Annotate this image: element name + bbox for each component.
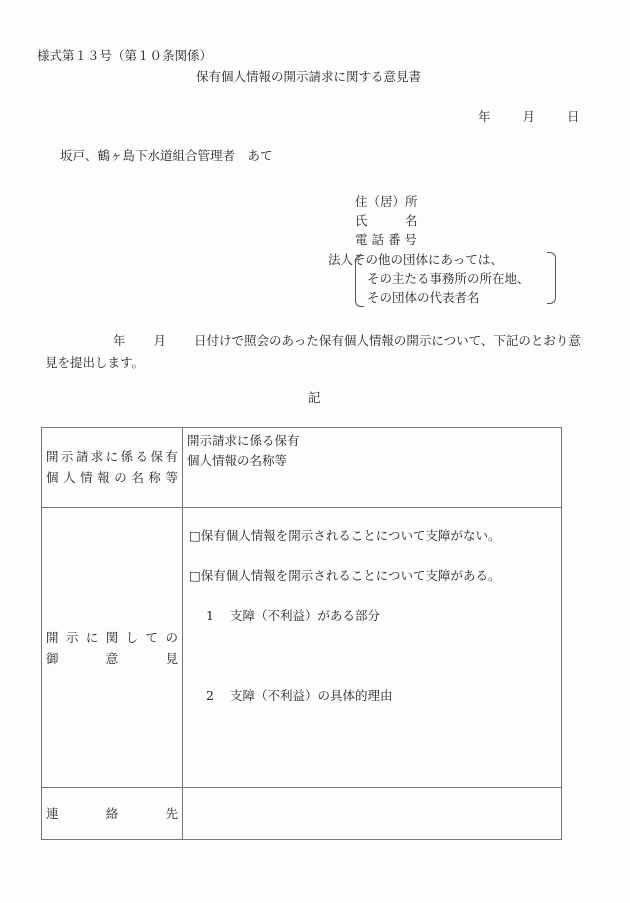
label-line: 御 意 見 xyxy=(46,650,178,666)
contact-field[interactable] xyxy=(183,788,562,840)
table-row-opinion xyxy=(42,508,562,788)
date-day: 日 xyxy=(567,109,580,124)
corp-prefix: 法人 xyxy=(328,252,354,267)
corp-line-3: その団体の代表者名 xyxy=(367,290,480,305)
label-line: 開 示 請 求 に 係 る 保 有 xyxy=(46,449,178,464)
address-label: 住（居）所 xyxy=(355,194,418,209)
body-month: 月 xyxy=(153,333,167,348)
info-name-caption-2: 個人情報の名称等 xyxy=(187,453,288,468)
date-year: 年 xyxy=(478,109,491,124)
info-name-field[interactable] xyxy=(183,428,562,508)
phone-label: 電 話 番 号 xyxy=(355,232,417,247)
issue-part-label: 支障（不利益）がある部分 xyxy=(230,608,381,623)
body-text: 日付けで照会のあった保有個人情報の開示について、下記のとおり意見を提出します。 xyxy=(45,333,581,370)
table-row-info-name xyxy=(42,428,562,508)
label-opinion xyxy=(42,508,183,788)
opinion-table xyxy=(41,427,562,840)
checkbox-has-issue[interactable]: □保有個人情報を開示されることについて支障がある。 xyxy=(189,568,501,583)
table-row-contact xyxy=(42,788,562,840)
ki-heading: 記 xyxy=(308,390,321,405)
issue-part: 1 支障（不利益）がある部分 xyxy=(206,608,381,623)
body-year: 年 xyxy=(113,333,126,348)
label-contact xyxy=(42,788,183,840)
applicant-block xyxy=(355,192,418,249)
corp-line-2: その主たる事務所の所在地、 xyxy=(367,271,530,286)
left-brace xyxy=(355,255,364,307)
corp-line-1: その他の団体にあっては、 xyxy=(353,252,503,267)
date-month: 月 xyxy=(522,109,536,124)
issue-reason: 2 支障（不利益）の具体的理由 xyxy=(206,688,393,703)
label-line: 開 示 に 関 し て の xyxy=(46,629,178,645)
date-line xyxy=(478,111,580,124)
issue-reason-label: 支障（不利益）の具体的理由 xyxy=(230,688,393,703)
form-number: 様式第１３号（第１０条関係） xyxy=(37,48,213,63)
label-line: 個 人 情 報 の 名 称 等 xyxy=(46,470,178,485)
info-name-caption-1: 開示請求に係る保有 xyxy=(187,433,300,448)
name-label: 氏 名 xyxy=(355,213,418,228)
checkbox-no-issue[interactable]: □保有個人情報を開示されることについて支障がない。 xyxy=(189,528,501,543)
right-brace xyxy=(547,252,556,304)
body-paragraph xyxy=(45,330,585,374)
document-title: 保有個人情報の開示請求に関する意見書 xyxy=(196,69,422,84)
label-line: 連 絡 先 xyxy=(46,806,178,821)
opinion-field[interactable] xyxy=(183,508,562,788)
label-info-name xyxy=(42,428,183,508)
addressee: 坂戸、鶴ヶ島下水道組合管理者 あて xyxy=(60,148,273,163)
